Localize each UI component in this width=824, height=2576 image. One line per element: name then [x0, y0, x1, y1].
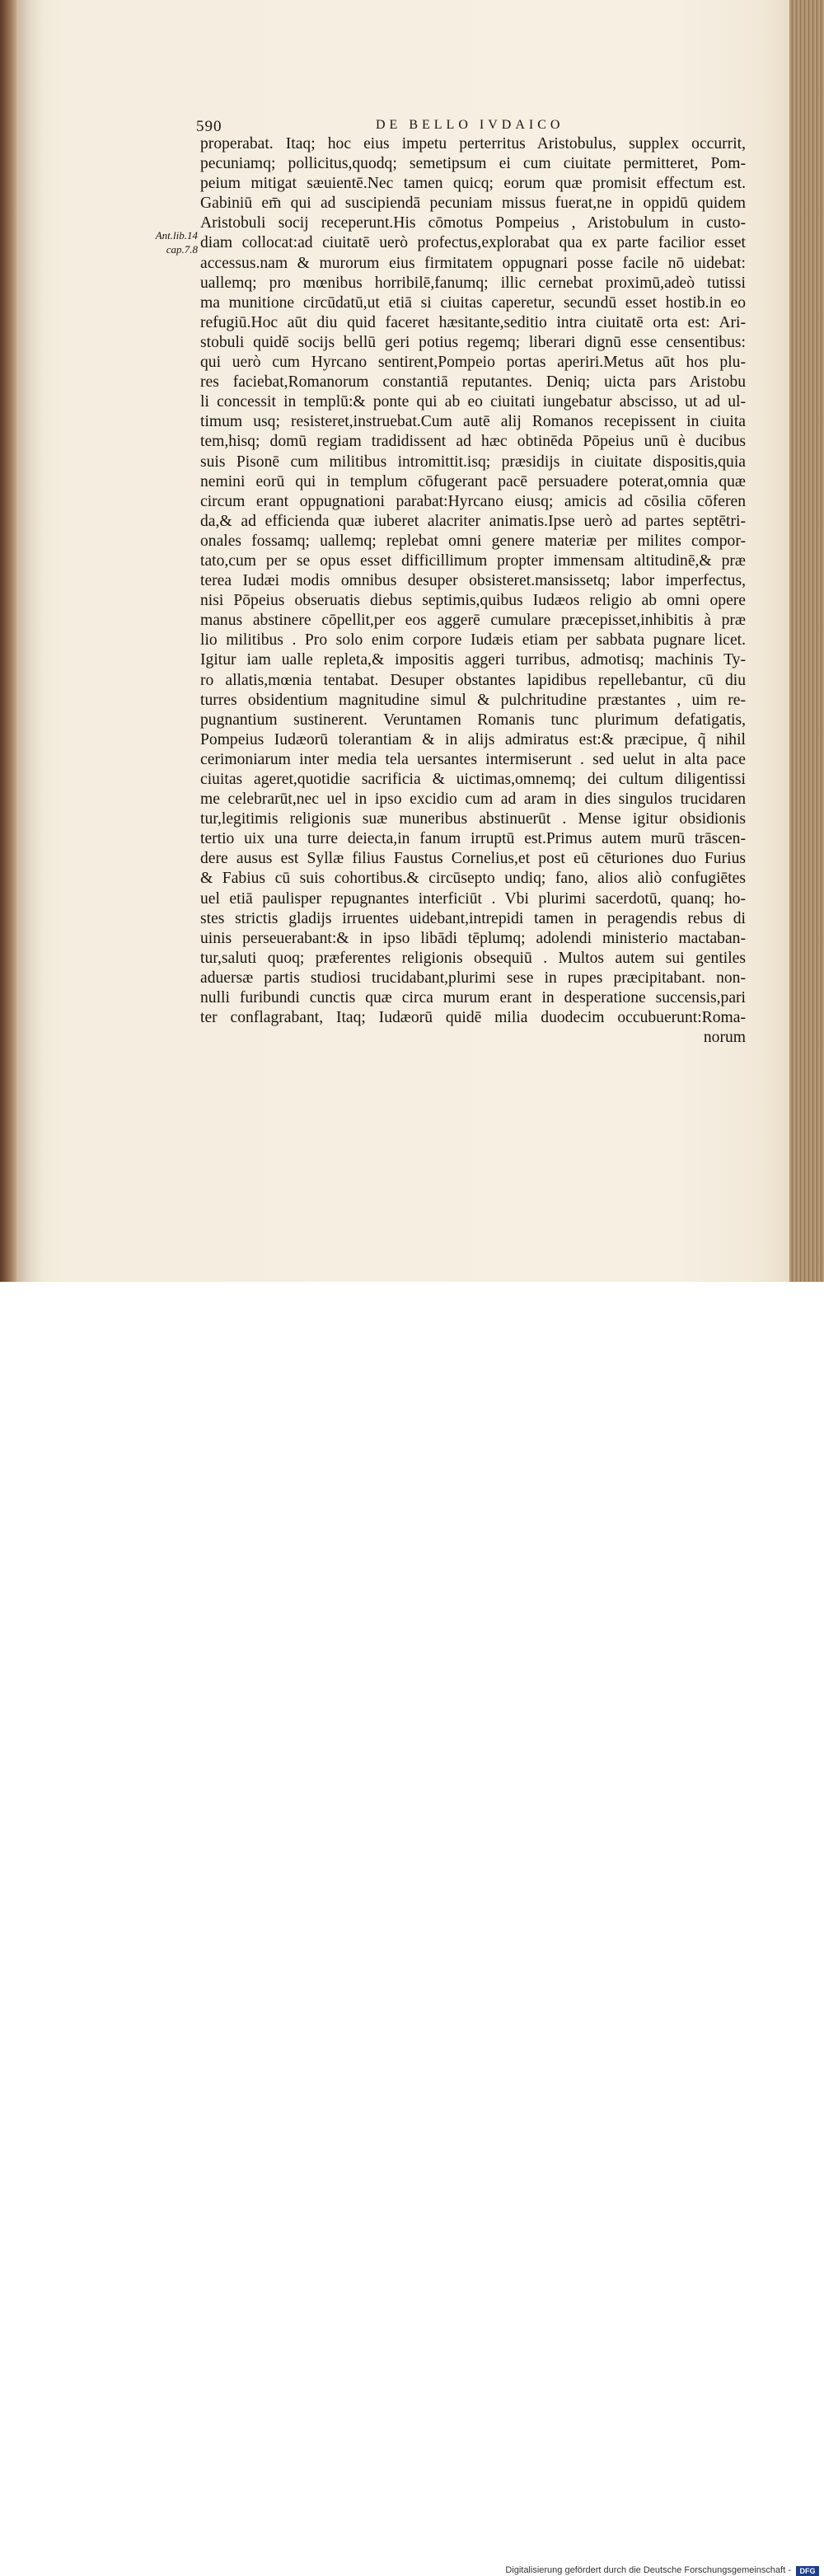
- text-line: uel etiā paulisper repugnantes interficiūt . Vbi plurimi sacerdotū, quanq; ho-: [200, 889, 746, 908]
- text-line: nemini eorū qui in templum cōfugerant pacē persuadere poterat,omnia quæ: [200, 472, 746, 490]
- text-line: tem,hisq; domū regiam tradidissent ad hæc obtinēda Pōpeius unū è ducibus: [200, 433, 746, 451]
- text-line: me celebrarūt,nec uel in ipso excidio cum ad aram in dies singulos trucidaren: [200, 791, 746, 809]
- text-line: properabat. Itaq; hoc eius impetu perterritus Aristobulus, supplex occurrit,: [200, 135, 746, 152]
- text-line: tato,cum per se opus esset difficillimum propter immensam altitudinē,& præ: [200, 551, 746, 570]
- text-line: ter conflagrabant, Itaq; Iudæorū quidē milia duodecim occubuerunt:Roma-: [200, 1009, 746, 1027]
- digitization-credit: Digitalisierung gefördert durch die Deutsche Forschungsgemeinschaft -: [505, 2565, 791, 2575]
- text-line: onales fossamq; uallemq; replebat omni genere materiæ per milites compor-: [200, 532, 746, 550]
- text-line: stobuli quidē socijs bellū geri potius regemq; liberari dignū esse censentibus:: [200, 333, 746, 351]
- marginal-note-reference: Ant.lib.14: [155, 229, 198, 242]
- text-line: suis Pisonē cum militibus intromittit.isq; præsidijs in ciuitate dispositis,quia: [200, 453, 746, 471]
- running-title: DE BELLO IVDAICO: [376, 118, 564, 132]
- text-line: Igitur iam ualle repleta,& impositis aggeri turribus, admotisq; machinis Ty-: [200, 651, 746, 669]
- text-line: ma munitione circūdatū,ut etiā si ciuitas caperetur, secundū esset hostib.in eo: [200, 293, 746, 312]
- text-line: peium mitigat sæuientē.Nec tamen quicq; eorum quæ promisit effectum est.: [200, 175, 746, 193]
- text-line: qui uerò cum Hyrcano sentirent,Pompeio portas aperiri.Metus aūt hos plu-: [200, 354, 746, 372]
- text-line: tur,saluti quoq; præferentes religionis obsequiū . Multos autem sui gentiles: [200, 949, 746, 967]
- catchword: norum: [703, 1029, 746, 1047]
- text-line: pecuniamq; pollicitus,quodq; semetipsum ei cum ciuitate permitteret, Pom-: [200, 155, 746, 173]
- text-line: tertio uix una turre deiecta,in fanum irruptū est.Primus autem murū trāscen-: [200, 830, 746, 848]
- marginal-note-chapter: cap.7.8: [166, 243, 198, 256]
- text-line: cerimoniarum inter media tela uersantes intermiserunt . sed uelut in alta pace: [200, 750, 746, 768]
- text-line: manus abstinere cōpellit,per eos aggerē cumulare præcepisset,inhibitis à præ: [200, 612, 746, 630]
- folio-number: 590: [196, 118, 222, 135]
- text-line: uallemq; pro mœnibus horribilē,fanumq; illic cernebat proximū,adeò tutissi: [200, 274, 746, 292]
- text-line: lio militibus . Pro solo enim corpore Iudæis etiam per sabbata pugnare licet.: [200, 631, 746, 650]
- gutter-shadow: [18, 0, 43, 1282]
- text-line: nisi Pōpeius obseruatis diebus septimis,quibus Iudæos religio ab omni opere: [200, 592, 746, 610]
- text-line: Aristobuli socij receperunt.His cōmotus Pompeius , Aristobulum in custo-: [200, 214, 746, 232]
- page-edges: [789, 0, 824, 1282]
- footer-strip: [0, 1282, 824, 2575]
- text-line: pugnantium sustinerent. Veruntamen Romanis tunc plurimum defatigatis,: [200, 711, 746, 729]
- text-line: turres obsidentium magnitudine simul & pulchritudine præstantes , uim re-: [200, 691, 746, 709]
- text-line: dere ausus est Syllæ filius Faustus Cornelius,et post eū cēturiones duo Furius: [200, 850, 746, 868]
- text-line: da,& ad efficienda quæ iuberet alacriter animatis.Ipse uerò ad partes septētri-: [200, 512, 746, 530]
- text-line: ro allatis,mœnia tentabat. Desuper obstantes lapidibus repellebantur, cū diu: [200, 671, 746, 689]
- text-line: tur,legitimis religionis suæ muneribus abstinuerūt . Mense igitur obsidionis: [200, 810, 746, 828]
- text-line: li concessit in templū:& ponte qui ab eo ciuitati iungebatur abscisso, ut ad ul-: [200, 393, 746, 411]
- text-line: aduersæ partis studiosi trucidabant,plurimi sese in rupes præcipitabant. non-: [200, 969, 746, 987]
- text-line: Pompeius Iudæorū tolerantiam & in alijs admiratus est:& præcipue, q̃ nihil: [200, 730, 746, 748]
- dfg-logo: DFG: [796, 2566, 819, 2576]
- text-line: accessus.nam & murorum eius firmitatem oppugnari posse facile nō uidebat:: [200, 254, 746, 272]
- text-line: res faciebat,Romanorum constantiā reputantes. Deniq; uicta pars Aristobu: [200, 373, 746, 392]
- text-line: stes strictis gladijs irruentes uidebant,intrepidi tamen in peragendis rebus di: [200, 909, 746, 927]
- book-binding: [0, 0, 18, 1297]
- body-text: [200, 134, 746, 1048]
- text-line: terea Iudæi modis omnibus desuper obsisteret.mansissetq; labor imperfectus,: [200, 572, 746, 590]
- text-line: nulli furibundi cunctis quæ circa murum erant in desperatione succensis,pari: [200, 989, 746, 1007]
- text-line: uinis perseuerabant:& in ipso libādi tēplumq; adolendi ministerio mactaban-: [200, 929, 746, 947]
- text-line: ciuitas ageret,quotidie sacrificia & uictimas,omnemq; dei cultum diligentissi: [200, 771, 746, 788]
- text-line: & Fabius cū suis cohortibus.& circūsepto undiq; fano, alios aliò confugiētes: [200, 870, 746, 888]
- text-line: circum erant oppugnationi parabat:Hyrcano eiusq; amicis ad cōsilia cōferen: [200, 492, 746, 510]
- text-line: Gabiniū em̄ qui ad suscipiendā pecuniam missus fuerat,ne in oppidū quidem: [200, 195, 746, 213]
- text-line: timum usq; resisteret,instruebat.Cum autē alij Romanos recepissent in ciuita: [200, 413, 746, 431]
- text-line: refugiū.Hoc aūt diu quid faceret hæsitante,seditio intra ciuitatē orta est: Ari-: [200, 313, 746, 331]
- text-line: diam collocat:ad ciuitatē uerò profectus,explorabat qua ex parte facilior esset: [200, 234, 746, 252]
